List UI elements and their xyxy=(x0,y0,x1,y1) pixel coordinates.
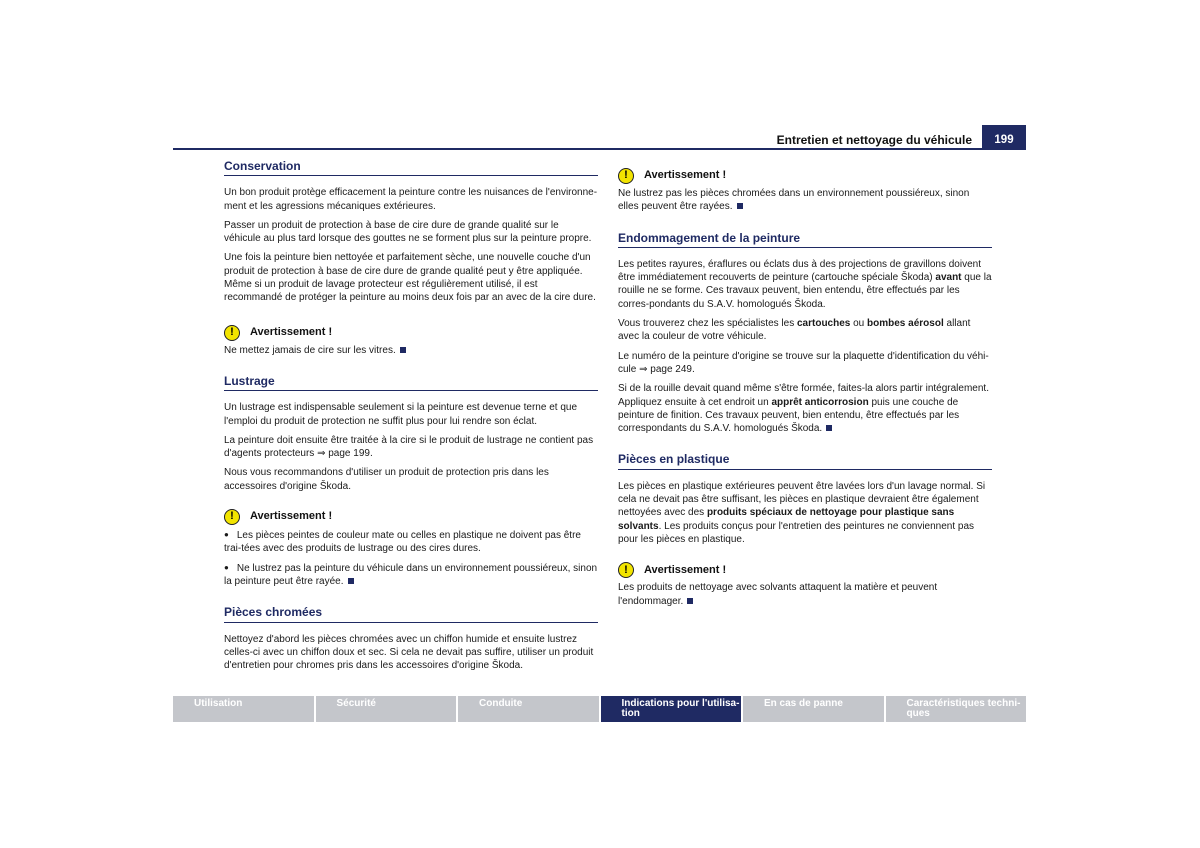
page-number: 199 xyxy=(982,125,1026,149)
tab-caracteristiques[interactable]: Caractéristiques techni-ques xyxy=(886,696,1027,722)
right-column xyxy=(618,160,992,614)
paragraph: Une fois la peinture bien nettoyée et parfaitement sèche, une nouvelle couche d'un produit de protection à base de cire dure de grande qualité peut y être appliquée. Même si un produit de lavage protecteur est régulièrement utilisé, il est recommandé de protéger la peinture au moins deux fois par an avec de la cire dure. xyxy=(224,252,596,304)
chapter-nav xyxy=(173,696,1026,722)
warning-icon: ! xyxy=(224,509,240,525)
warning-text: Les produits de nettoyage avec solvants attaquent la matière et peuvent l'endommager. xyxy=(618,582,938,607)
tab-securite[interactable]: Sécurité xyxy=(316,696,457,722)
section-title-lustrage: Lustrage xyxy=(224,375,598,391)
section-title-conservation: Conservation xyxy=(224,160,598,176)
warning-title: Avertissement ! xyxy=(250,326,333,339)
end-mark-icon xyxy=(400,347,406,353)
section-title-plastique: Pièces en plastique xyxy=(618,453,992,469)
paragraph: Le numéro de la peinture d'origine se trouve sur la plaquette d'identification du véhi-cule ⇒ page 249. xyxy=(618,350,989,375)
warning-icon: ! xyxy=(224,325,240,341)
warning-icon: ! xyxy=(618,168,634,184)
warning-text: Ne lustrez pas les pièces chromées dans un environnement poussiéreux, sinon elles peuvent être rayées. xyxy=(618,188,970,213)
warning-header xyxy=(224,325,598,341)
tab-utilisation[interactable]: Utilisation xyxy=(173,696,314,722)
warning-title: Avertissement ! xyxy=(644,563,727,576)
paragraph: Nous vous recommandons d'utiliser un produit de protection pris dans les accessoires d'origine Škoda. xyxy=(224,467,549,492)
bullet-item: ● Ne lustrez pas la peinture du véhicule dans un environnement poussiéreux, sinon la peinture peut être rayée. xyxy=(224,561,598,589)
paragraph: Un lustrage est indispensable seulement si la peinture est devenue terne et que l'emploi du produit de protection ne suffit plus pour lui rendre son éclat. xyxy=(224,402,578,427)
section-title-endommagement: Endommagement de la peinture xyxy=(618,232,992,248)
tab-conduite[interactable]: Conduite xyxy=(458,696,599,722)
tab-indications[interactable]: Indications pour l'utilisa-tion xyxy=(601,696,742,722)
left-column xyxy=(224,160,598,678)
paragraph: Vous trouverez chez les spécialistes les cartouches ou bombes aérosol allant avec la couleur de votre véhicule. xyxy=(618,318,971,343)
end-mark-icon xyxy=(687,598,693,604)
paragraph: Les pièces en plastique extérieures peuvent être lavées lors d'un lavage normal. Si cela ne devait pas être suffisant, les pièces en plastique devraient être également nettoyées avec des produits spéciaux de nettoyage pour plastique sans solvants. Les produits conçus pour l'entretien des peintures ne conviennent pas pour les pièces en plastique. xyxy=(618,480,986,545)
paragraph: Un bon produit protège efficacement la peinture contre les nuisances de l'environne-ment et les agressions mécaniques extérieures. xyxy=(224,187,598,212)
tab-en-cas-de-panne[interactable]: En cas de panne xyxy=(743,696,884,722)
warning-header xyxy=(618,562,992,578)
section-title-chromees: Pièces chromées xyxy=(224,606,598,622)
bullet-item: ● Les pièces peintes de couleur mate ou celles en plastique ne doivent pas être trai-tées avec des produits de lustrage ou des cires dures. xyxy=(224,528,598,556)
end-mark-icon xyxy=(348,578,354,584)
end-mark-icon xyxy=(737,203,743,209)
paragraph: Passer un produit de protection à base de cire dure de grande qualité sur le véhicule au plus tard lorsque des gouttes ne se forment plus sur la peinture propre. xyxy=(224,219,592,245)
warning-text: Ne mettez jamais de cire sur les vitres. xyxy=(224,344,598,357)
chapter-title: Entretien et nettoyage du véhicule xyxy=(776,133,972,147)
warning-header xyxy=(224,509,598,525)
paragraph: La peinture doit ensuite être traitée à la cire si le produit de lustrage ne contient pas d'agents protecteurs ⇒ page 199. xyxy=(224,434,594,460)
warning-title: Avertissement ! xyxy=(250,510,333,523)
paragraph: Les petites rayures, éraflures ou éclats dus à des projections de gravillons doivent être immédiatement recouverts de peinture (cartouche spéciale Škoda) avant que la rouille ne se forme. Ces travaux peuvent, bien entendu, être effectués par les corres-pondants du S.A.V. homologués Škoda. xyxy=(618,258,992,310)
paragraph: Nettoyez d'abord les pièces chromées avec un chiffon humide et ensuite lustrez celles-ci avec un chiffon doux et sec. Si cela ne devait pas suffire, utiliser un produit d'entretien pour chromes pris dans les accessoires d'origine Škoda. xyxy=(224,633,594,672)
header-rule xyxy=(173,148,1026,150)
warning-header xyxy=(618,168,992,184)
warning-icon: ! xyxy=(618,562,634,578)
warning-title: Avertissement ! xyxy=(644,169,727,182)
paragraph: Si de la rouille devait quand même s'être formée, faites-la alors partir intégralement. Appliquez ensuite à cet endroit un apprêt anticorrosion puis une couche de peinture de finition. Ces travaux peuvent, bien entendu, être effectués par les correspondants du S.A.V. homologués Škoda. xyxy=(618,383,989,435)
end-mark-icon xyxy=(826,425,832,431)
